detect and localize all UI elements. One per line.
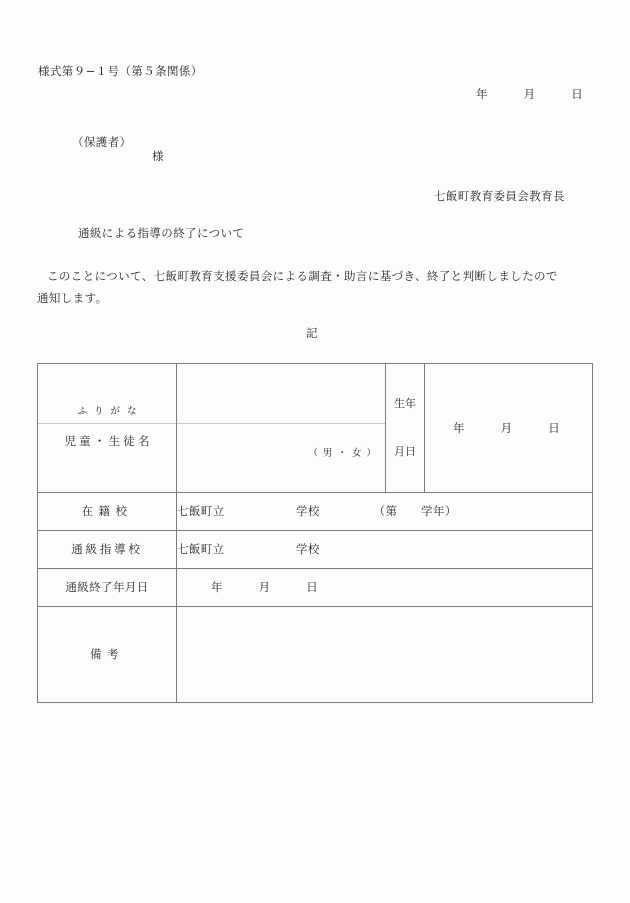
tsukyu-school-label: 通級指導校 [38,530,177,568]
ki-mark: 記 [306,326,318,340]
name-label-cell [38,364,177,493]
table-row-tsukyu-school [38,530,593,568]
document-subject: 通級による指導の終了について [78,226,245,240]
issue-date-line: 年 月 日 [476,87,584,101]
birthdate-label-cell [386,364,425,493]
student-info-table [37,363,593,703]
birthdate-label-line-1: 生年 [394,396,416,410]
body-paragraph-line-1: このことについて、七飯町教育支援委員会による調査・助言に基づき、終了と判断しましたので [47,269,558,283]
student-name-input-area[interactable] [177,424,385,465]
tsukyu-school-value-cell[interactable] [177,530,593,568]
furigana-label: ふりがな [38,397,176,424]
table-row-enrolled-school [38,492,593,530]
enrolled-school-label: 在籍校 [38,492,177,530]
end-date-value-cell[interactable] [177,568,593,606]
table-row-end-date [38,568,593,606]
issuer-name: 七飯町教育委員会教育長 [434,189,565,203]
remarks-label: 備考 [38,606,177,702]
birthdate-label-line-2: 月日 [394,444,416,458]
guardian-label: （保護者） [72,135,132,149]
name-input-cell[interactable] [177,364,386,493]
birthdate-value[interactable]: 年 月 日 [453,420,561,435]
table-row-name [38,364,593,493]
body-paragraph-line-2: 通知します。 [37,291,108,305]
furigana-input-area[interactable] [177,397,385,424]
addressee-honorific: 様 [152,149,164,163]
table-row-remarks [38,606,593,702]
tsukyu-school-value[interactable]: 七飯町立 学校 [177,542,320,556]
student-name-label: 児童・生徒名 [64,434,153,449]
form-number: 様式第９−１号（第５条関係） [38,64,203,78]
gender-options[interactable]: （ 男 ・ 女 ） [308,447,377,459]
enrolled-school-value-cell[interactable] [177,492,593,530]
end-date-label: 通級終了年月日 [38,568,177,606]
birthdate-value-cell[interactable] [425,364,593,493]
end-date-value[interactable]: 年 月 日 [211,580,319,594]
enrolled-school-value[interactable]: 七飯町立 学校 （第 学年） [177,504,457,518]
remarks-value-cell[interactable] [177,606,593,702]
